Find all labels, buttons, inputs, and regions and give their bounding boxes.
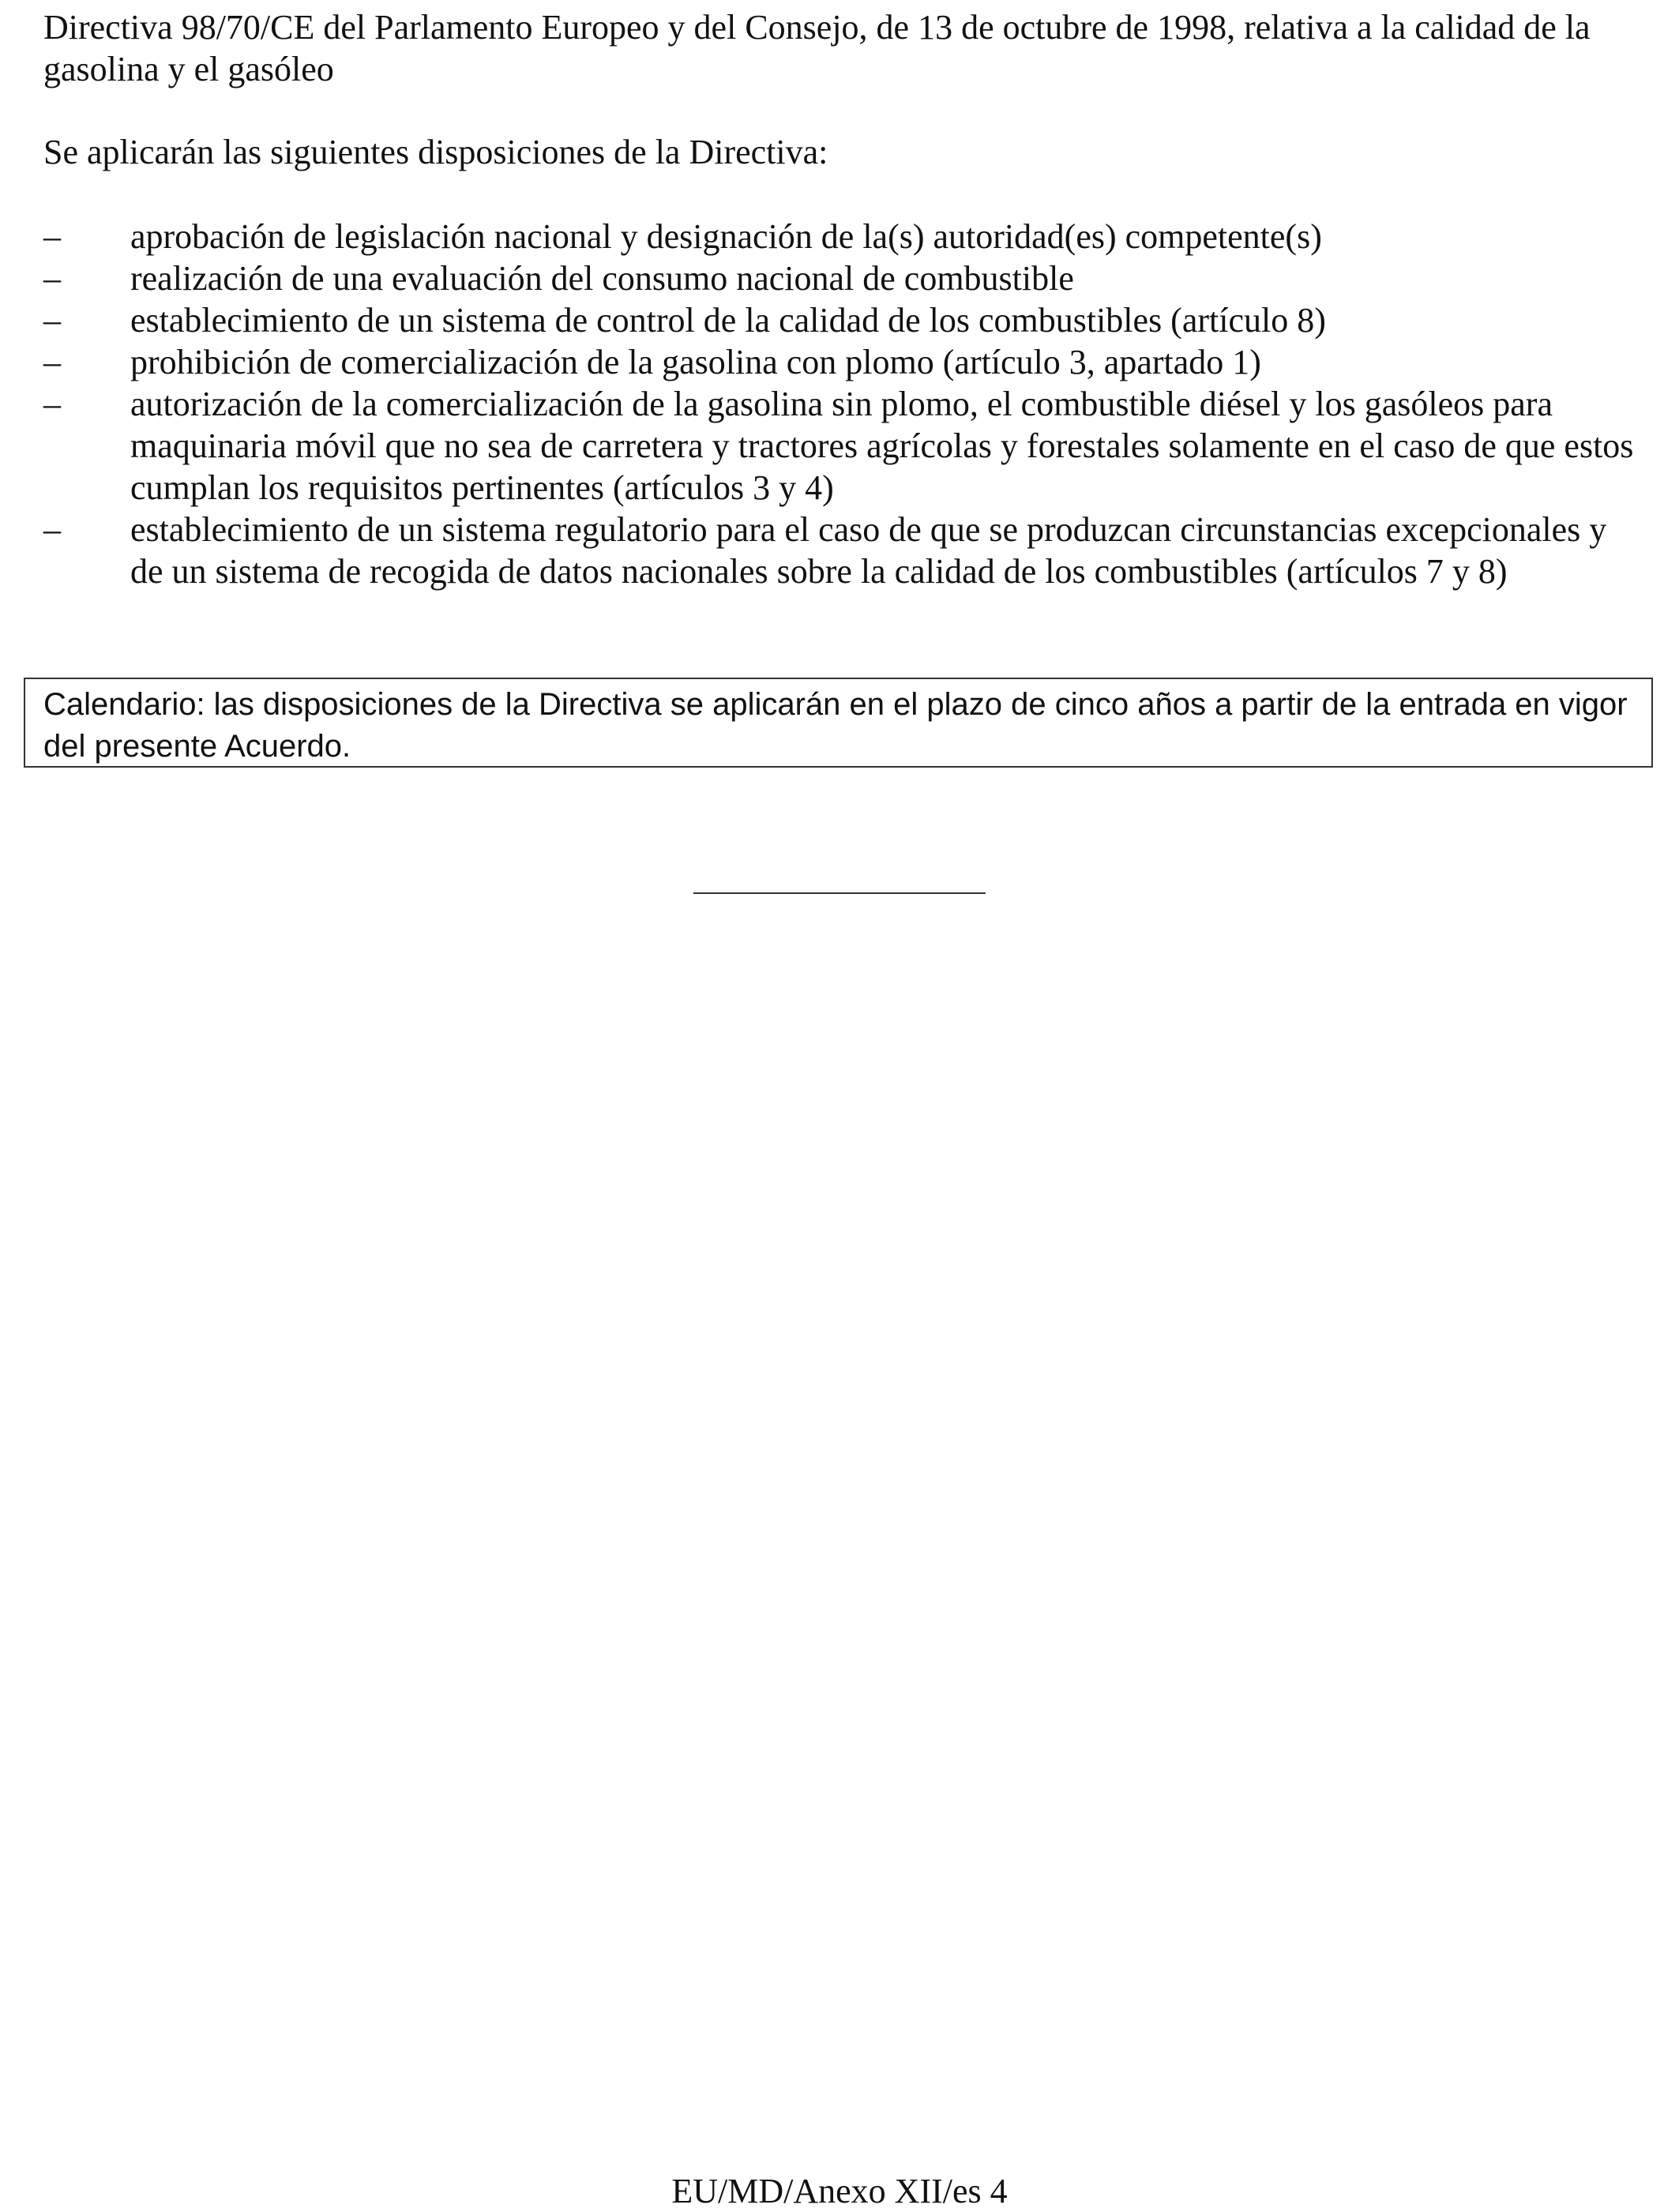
list-item-text: establecimiento de un sistema regulatorio para el caso de que se produzcan circunstancias excepcionales y de un sistema de recogida de datos nacionales sobre la calidad de los combustibles (artículos 7 y 8) [130,510,1607,591]
list-item [43,216,1647,257]
list-item-text: aprobación de legislación nacional y designación de la(s) autoridad(es) competente(s) [130,217,1322,256]
list-item [43,257,1647,299]
list-item-text: prohibición de comercialización de la gasolina con plomo (artículo 3, apartado 1) [130,343,1261,381]
intro-text: Se aplicarán las siguientes disposiciones de la Directiva: [43,133,828,171]
directive-heading: Directiva 98/70/CE del Parlamento Europeo y del Consejo, de 13 de octubre de 1998, relativa a la calidad de la gasolina y el gasóleo [43,8,1591,88]
list-item [43,509,1647,592]
dash-marker: – [43,301,61,340]
list-item [43,341,1647,383]
calendar-box [24,678,1653,768]
list-item [43,299,1647,341]
page-footer: EU/MD/Anexo XII/es 4 [671,2172,1008,2210]
list-item [43,383,1647,509]
list-item-text: autorización de la comercialización de la gasolina sin plomo, el combustible diésel y los gasóleos para maquinaria móvil que no sea de carretera y tractores agrícolas y forestales solamente en el caso de que estos cumplan los requisitos pertinentes (artículos 3 y 4) [130,385,1634,507]
dash-marker: – [43,385,61,423]
list-item-text: establecimiento de un sistema de control de la calidad de los combustibles (artículo 8) [130,301,1326,340]
dash-marker: – [43,259,61,298]
dash-marker: – [43,510,61,549]
provisions-list [43,216,1647,592]
calendar-text: Calendario: las disposiciones de la Directiva se aplicarán en el plazo de cinco años a partir de la entrada en vigor del presente Acuerdo. [43,687,1628,764]
list-item-text: realización de una evaluación del consumo nacional de combustible [130,259,1074,298]
end-separator-line [693,892,986,894]
dash-marker: – [43,217,61,256]
dash-marker: – [43,343,61,381]
